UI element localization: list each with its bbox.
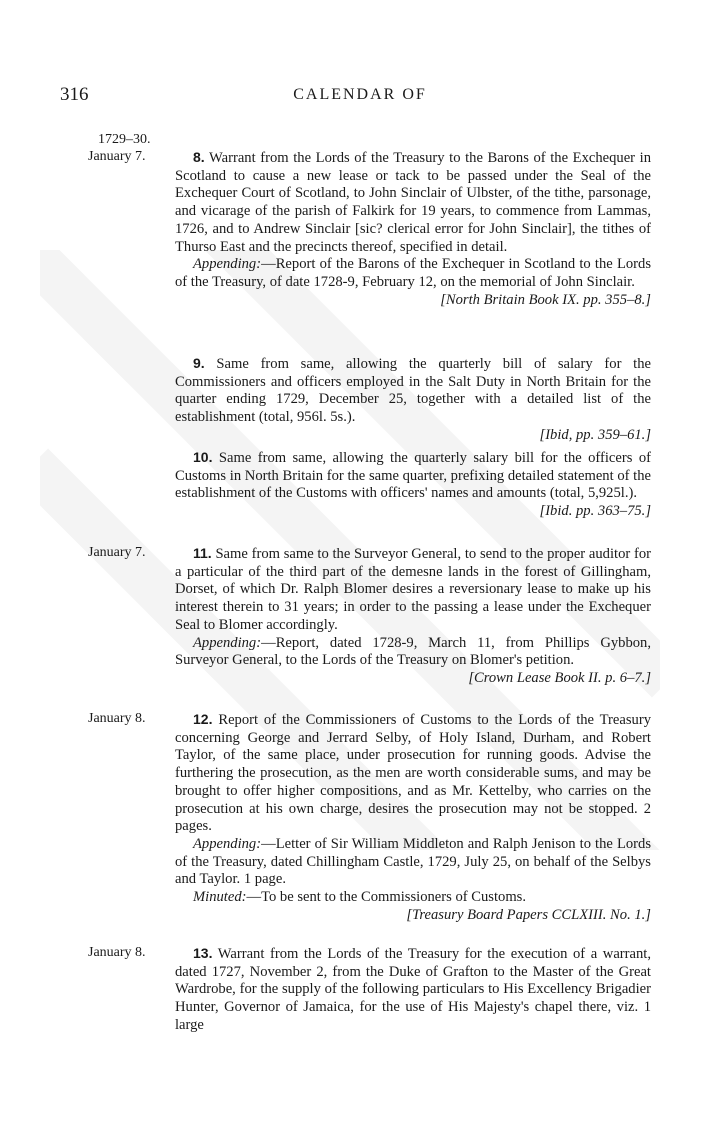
entry-date: January 8. (88, 711, 146, 726)
entry-number: 9. (193, 355, 205, 371)
entry-text: Warrant from the Lords of the Treasury to the Barons of the Exchequer in Scotland to cause a new lease or tack to be passed under the Seal of the Exchequer Court of Scotland, to John Sinclair of Ulbster, of the tithe, parsonage, and vicarage of the parish of Falkirk for 19 years, to commence from Lammas, 1726, and to Andrew Sinclair [sic? clerical error for John Sinclair], the tithes of Thurso East and the precincts thereof, specified in detail. (175, 150, 651, 255)
entry-13 (175, 945, 651, 1035)
appending-label: Appending: (193, 835, 262, 852)
minuted-label: Minuted: (193, 889, 247, 906)
entry-number: 12. (193, 711, 213, 727)
entry-11 (175, 545, 651, 688)
running-head (60, 84, 660, 108)
minuted-text: —To be sent to the Commissioners of Customs. (246, 889, 526, 906)
entry-text: Report of the Commissioners of Customs to the Lords of the Treasury concerning George and Jerrard Selby, of Holy Island, Durham, and Robert Taylor, of the same place, under prosecution for running goods. Advise the furthering the prosecution, as the men are worth considerable sums, and may be brought to offer higher compositions, and as Mr. Kettelby, who carries on the prosecution at his own charge, desires the prosecution may not be stopped. 2 pages. (175, 712, 651, 835)
year-label: 1729–30. (98, 132, 151, 147)
appending-label: Appending: (193, 256, 262, 273)
reference: [Crown Lease Book II. p. 6–7.] (468, 669, 651, 686)
entry-9 (175, 355, 651, 445)
entry-number: 13. (193, 945, 213, 961)
reference: [Ibid, pp. 359–61.] (539, 426, 651, 443)
entry-text: Warrant from the Lords of the Treasury for the execution of a warrant, dated 1727, November 2, from the Duke of Grafton to the Master of the Great Wardrobe, for the supply of the following particulars to His Excellency Brigadier Hunter, Governor of Jamaica, for the use of His Majesty's chapel there, viz. 1 large (175, 946, 651, 1033)
reference: [Ibid. pp. 363–75.] (539, 503, 651, 520)
entry-10 (175, 449, 651, 521)
entry-12 (175, 711, 651, 924)
appending-text: —Report, dated 1728-9, March 11, from Phillips Gybbon, Surveyor General, to the Lords of the Treasury on Blomer's petition. (175, 634, 651, 669)
entry-8 (175, 149, 651, 309)
reference: [Treasury Board Papers CCLXIII. No. 1.] (406, 906, 651, 923)
entry-number: 11. (193, 545, 212, 561)
running-title: CALENDAR OF (293, 86, 427, 103)
page-number: 316 (60, 84, 89, 105)
appending-text: —Report of the Barons of the Exchequer in Scotland to the Lords of the Treasury, of date 1728-9, February 12, on the memorial of John Sinclair. (175, 256, 651, 290)
reference: [North Britain Book IX. pp. 355–8.] (440, 291, 651, 308)
entry-text: Same from same to the Surveyor General, to send to the proper auditor for a particular of the third part of the demesne lands in the forest of Gillingham, Dorset, of which Dr. Ralph Blomer desires a reversionary lease to make up his interest therein to 31 years; in order to the passing a lease under the Exchequer Seal to Blomer accordingly. (175, 546, 651, 633)
entry-number: 10. (193, 449, 213, 465)
appending-label: Appending: (193, 634, 262, 651)
entry-date: January 7. (88, 545, 146, 560)
entry-date: January 7. (88, 149, 146, 164)
entry-number: 8. (193, 149, 205, 165)
entry-text: Same from same, allowing the quarterly bill of salary for the Commissioners and officers employed in the Salt Duty in North Britain for the quarter ending 1729, December 25, together with a detailed list of the establishment (total, 956l. 5s.). (175, 356, 651, 426)
entry-date: January 8. (88, 945, 146, 960)
appending-text: —Letter of Sir William Middleton and Ralph Jenison to the Lords of the Treasury, dated Chillingham Castle, 1729, July 25, on behalf of the Selbys and Taylor. 1 page. (175, 835, 651, 888)
entry-text: Same from same, allowing the quarterly salary bill for the officers of Customs in North Britain for the same quarter, prefixing detailed statement of the establishment of the Customs with officers' names and amounts (total, 5,925l.). (175, 450, 651, 502)
